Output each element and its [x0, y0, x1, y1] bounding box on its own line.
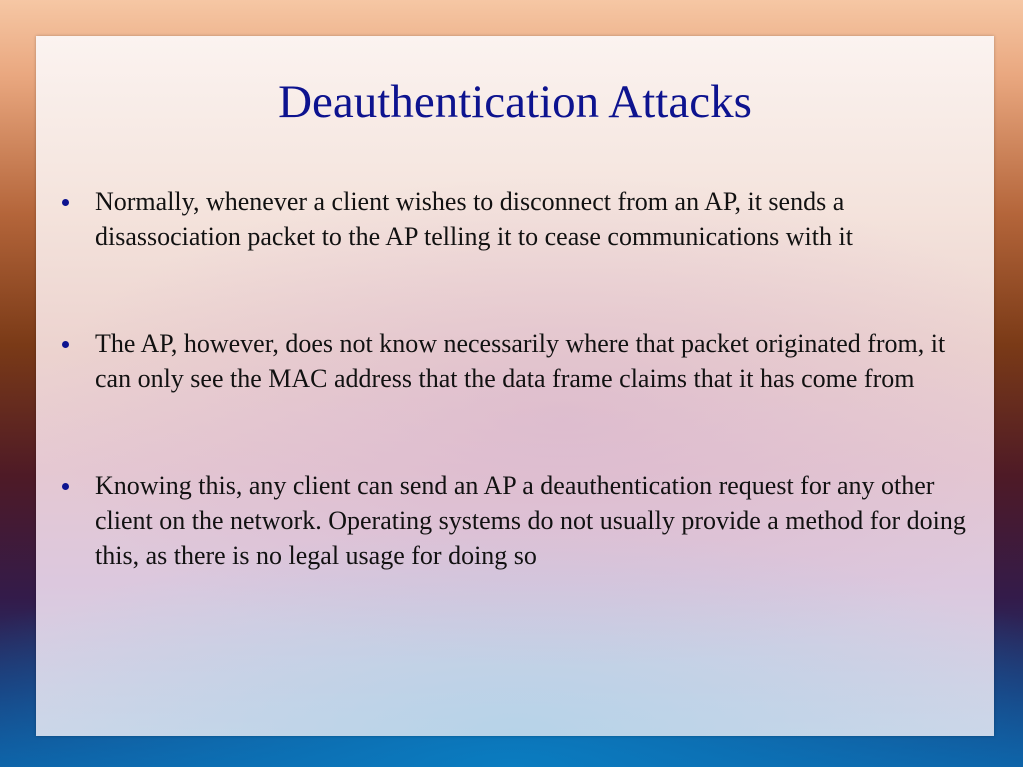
bullet-text: Normally, whenever a client wishes to disconnect from an AP, it sends a disassociation packet to the AP telling it to cease communications with it [95, 187, 853, 251]
bullet-item-3 [36, 468, 994, 573]
bullet-item-1 [36, 184, 994, 254]
bullet-item-2 [36, 326, 994, 396]
bullet-dot-icon [62, 199, 69, 206]
slide-panel [36, 36, 994, 736]
bullet-list [36, 184, 994, 645]
bullet-dot-icon [62, 483, 69, 490]
slide-title: Deauthentication Attacks [278, 76, 752, 128]
bullet-text: The AP, however, does not know necessarily where that packet originated from, it can only see the MAC address that the data frame claims that it has come from [95, 329, 946, 393]
bullet-text: Knowing this, any client can send an AP a deauthentication request for any other client on the network. Operating systems do not usually provide a method for doing this, as there is no legal usage for doing so [95, 471, 966, 570]
bullet-dot-icon [62, 341, 69, 348]
